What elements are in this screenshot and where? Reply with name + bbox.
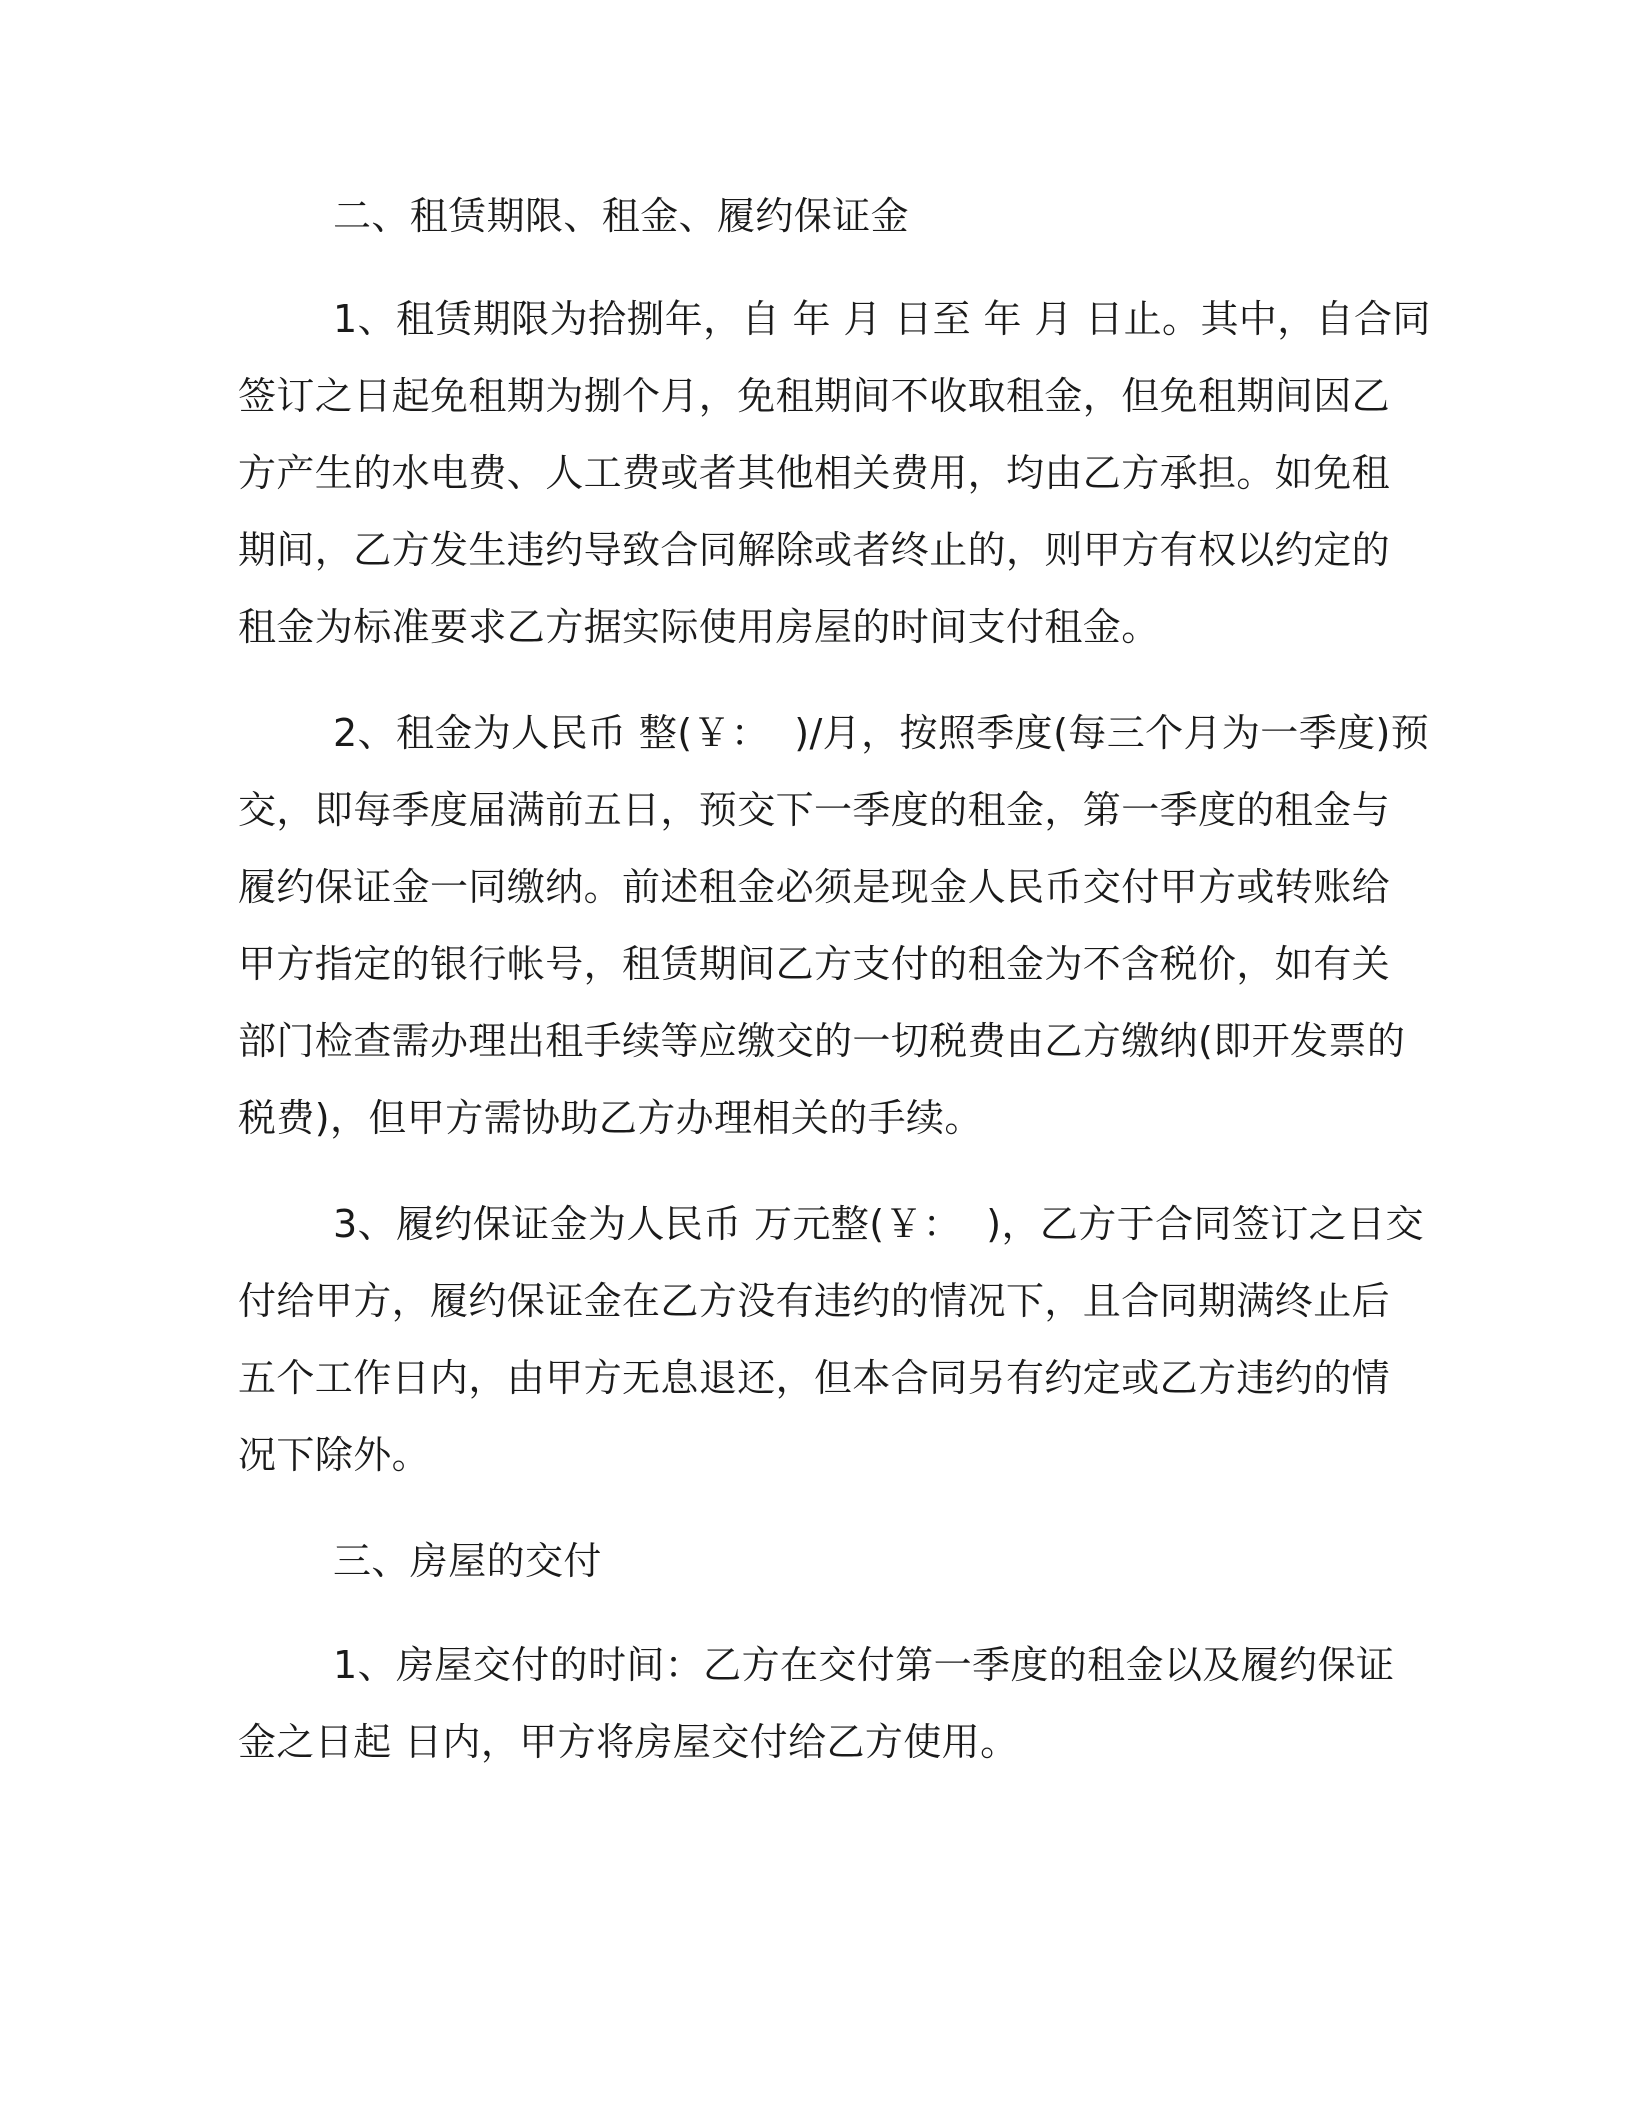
section-heading: 三、房屋的交付 (333, 1539, 602, 1583)
clause-3-1-line: 金之日起 日内，甲方将房屋交付给乙方使用。 (238, 1720, 1019, 1764)
clause-2-3-line: 况下除外。 (238, 1433, 431, 1477)
clause-2-1-line: 租金为标准要求乙方据实际使用房屋的时间支付租金。 (238, 605, 1160, 649)
clause-2-3-line: 付给甲方，履约保证金在乙方没有违约的情况下，且合同期满终止后 (238, 1279, 1391, 1323)
clause-2-2-line: 履约保证金一同缴纳。前述租金必须是现金人民币交付甲方或转账给 (238, 865, 1391, 909)
clause-2-2-line: 部门检查需办理出租手续等应缴交的一切税费由乙方缴纳(即开发票的 (238, 1019, 1406, 1063)
section-heading: 二、租赁期限、租金、履约保证金 (333, 194, 910, 238)
clause-2-3-line: 3、履约保证金为人民币 万元整(￥： )，乙方于合同签订之日交 (333, 1202, 1424, 1246)
clause-2-1-line: 签订之日起免租期为捌个月，免租期间不收取租金，但免租期间因乙 (238, 374, 1391, 418)
clause-2-3-line: 五个工作日内，由甲方无息退还，但本合同另有约定或乙方违约的情 (238, 1356, 1391, 1400)
clause-2-1-line: 方产生的水电费、人工费或者其他相关费用，均由乙方承担。如免租 (238, 451, 1391, 495)
clause-2-1-line: 期间，乙方发生违约导致合同解除或者终止的，则甲方有权以约定的 (238, 528, 1391, 572)
clause-2-2-line: 2、租金为人民币 整(￥： )/月，按照季度(每三个月为一季度)预 (333, 711, 1430, 755)
clause-2-2-line: 交，即每季度届满前五日，预交下一季度的租金，第一季度的租金与 (238, 788, 1391, 832)
clause-3-1-line: 1、房屋交付的时间：乙方在交付第一季度的租金以及履约保证 (333, 1643, 1395, 1687)
clause-2-1-line: 1、租赁期限为拾捌年，自 年 月 日至 年 月 日止。其中，自合同 (333, 297, 1431, 341)
clause-2-2-line: 税费)，但甲方需协助乙方办理相关的手续。 (238, 1096, 983, 1140)
clause-2-2-line: 甲方指定的银行帐号，租赁期间乙方支付的租金为不含税价，如有关 (238, 942, 1391, 986)
